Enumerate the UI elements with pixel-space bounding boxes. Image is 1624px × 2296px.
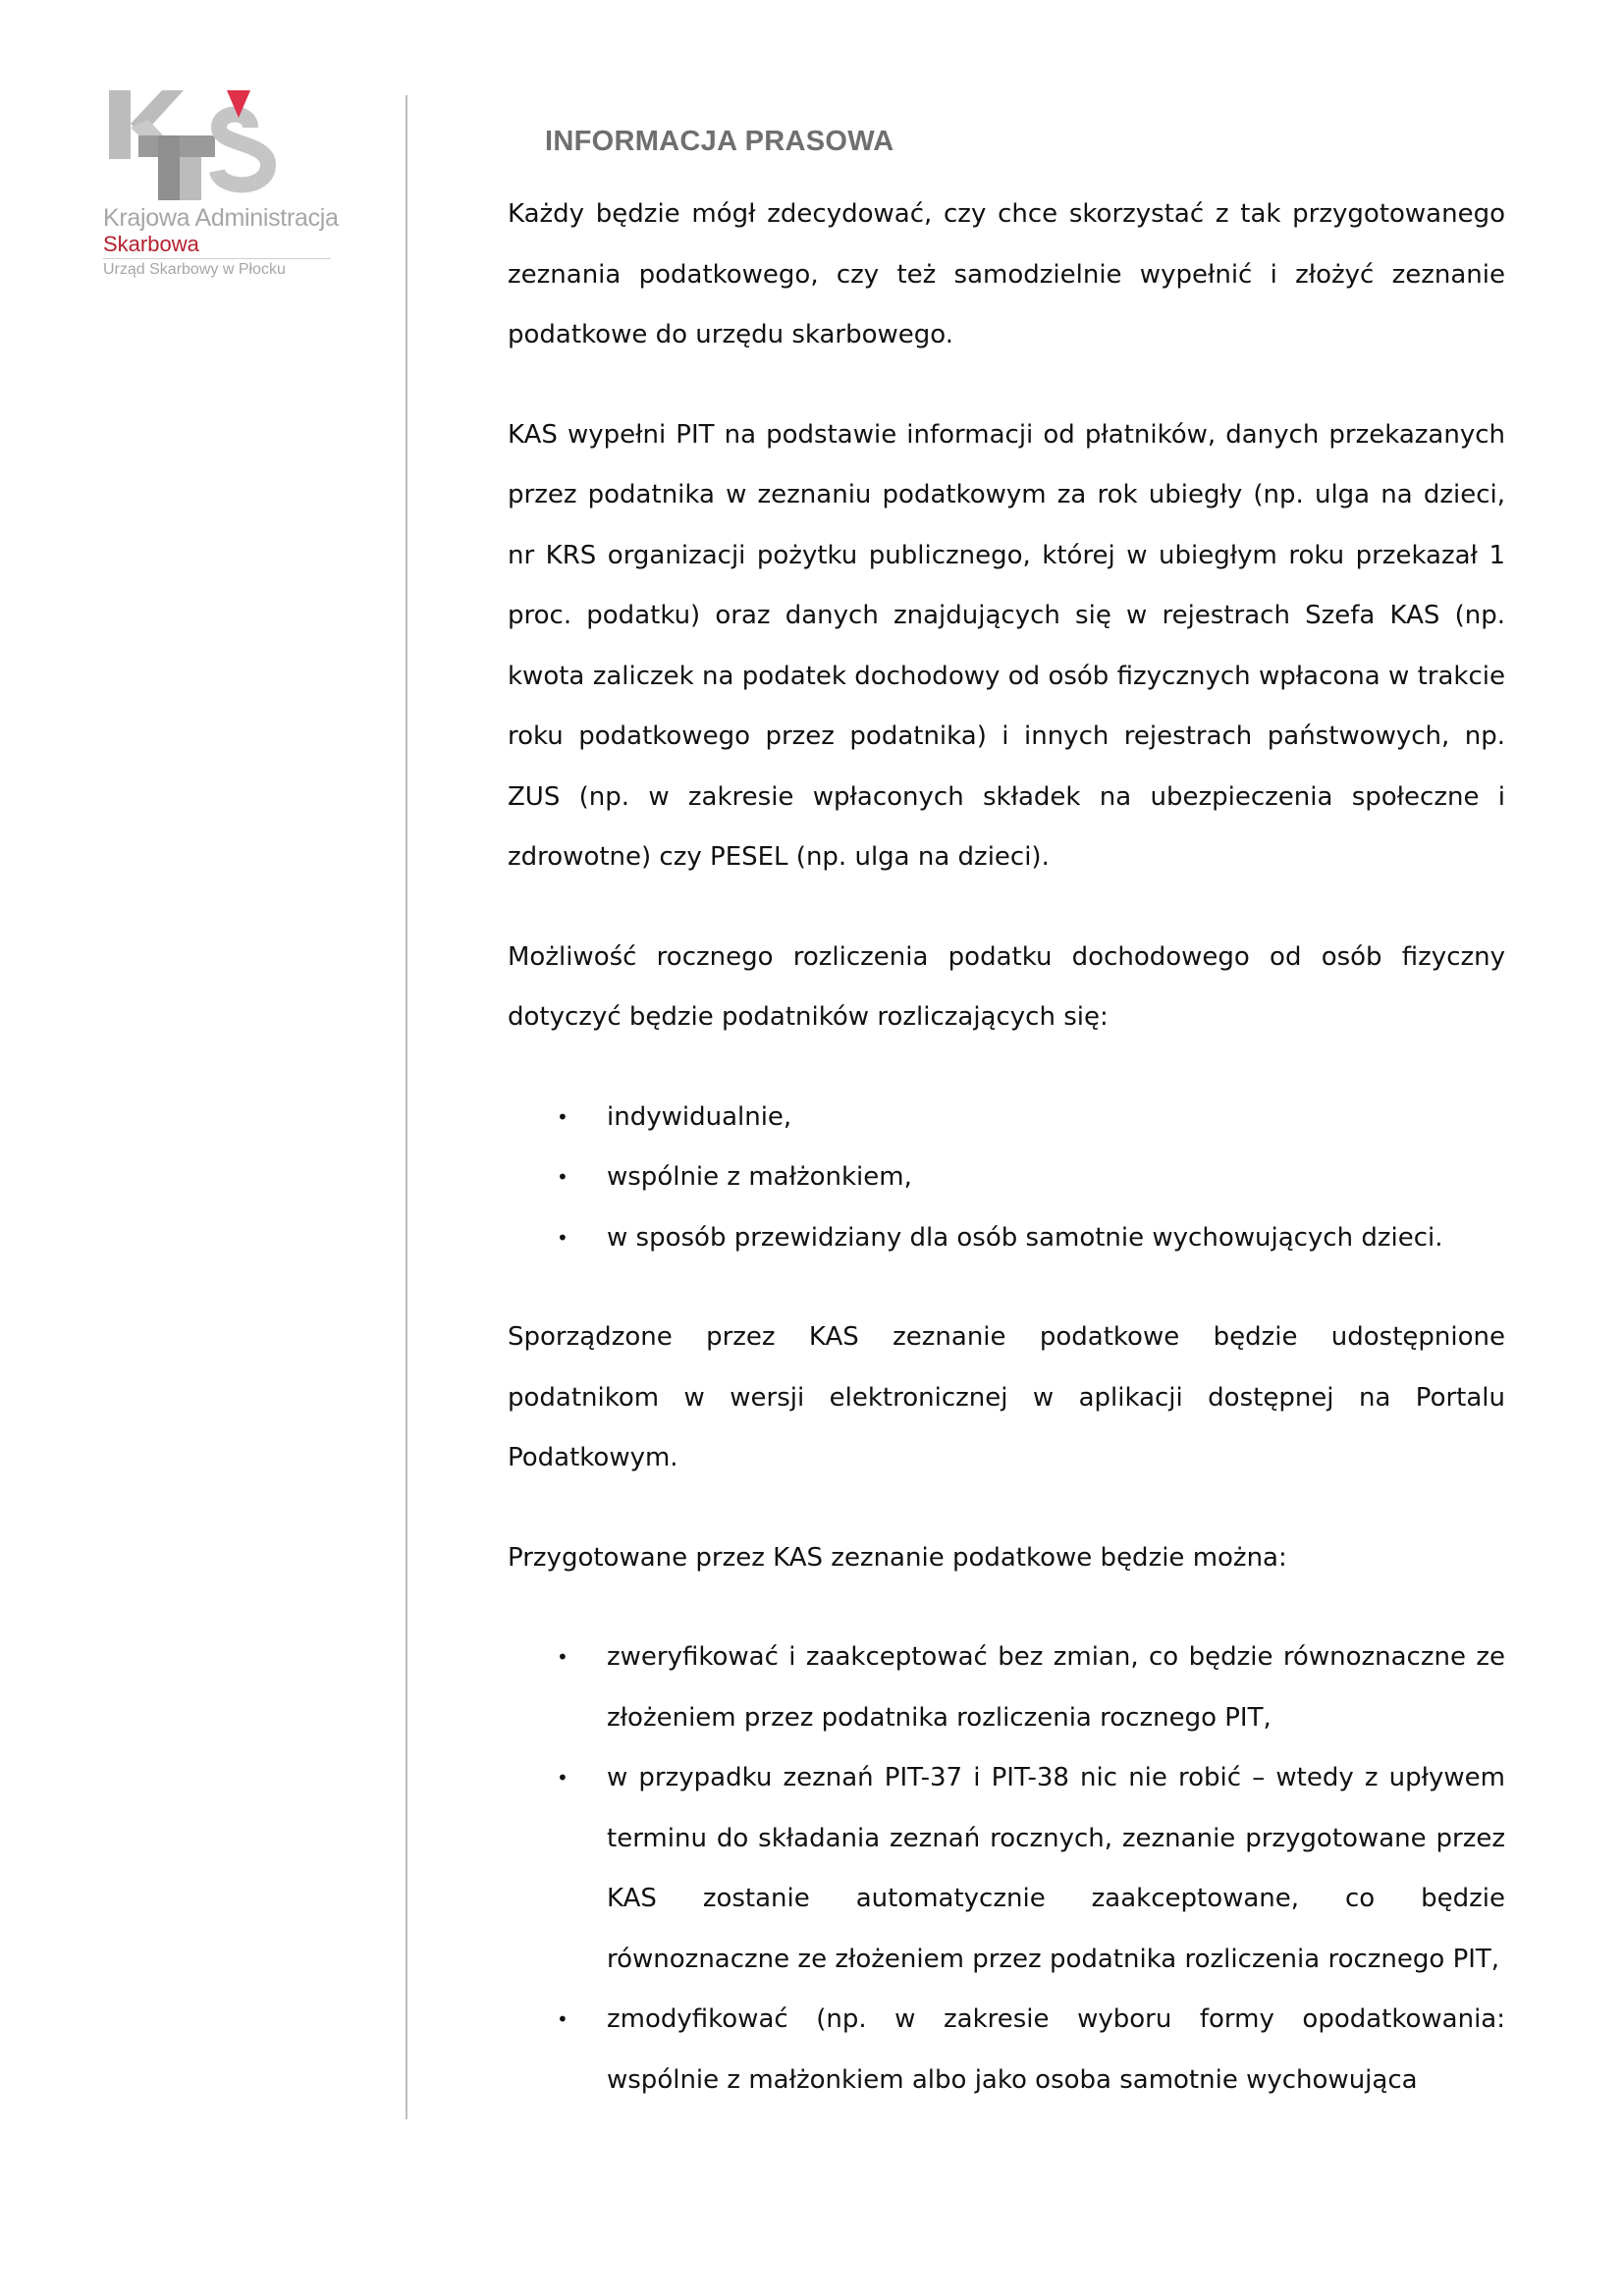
logo-text-office: Urząd Skarbowy w Płocku — [103, 261, 286, 278]
bullet-icon: • — [557, 1104, 568, 1129]
logo-text-krajowa-administracja: Krajowa Administracja — [103, 204, 339, 232]
bullet-icon: • — [557, 1225, 568, 1250]
logo-divider — [103, 258, 331, 259]
list-item-text: w przypadku zeznań PIT-37 i PIT-38 nic nie robić – wtedy z upływem terminu do składania zeznań rocznych, zeznanie przygotowane przez KAS zostanie automatycznie zaakceptowane, co będzie równoznaczne ze złożeniem przez podatnika rozliczenia rocznego PIT, — [607, 1763, 1505, 1974]
list-item-text: w sposób przewidziany dla osób samotnie wychowujących dzieci. — [607, 1222, 1443, 1253]
paragraph-2: KAS wypełni PIT na podstawie informacji od płatników, danych przekazanych przez podatnika w zeznaniu podatkowym za rok ubiegły (np. ulga na dzieci, nr KRS organizacji pożytku publicznego, której w ubiegłym roku przekazał 1 proc. podatku) oraz danych znajdujących się w rejestrach Szefa KAS (np. kwota zaliczek na podatek dochodowy od osób fizycznych wpłacona w trakcie roku podatkowego przez podatnika) i innych rejestrach państwowych, np. ZUS (np. w zakresie wpłaconych składek na ubezpieczenia społeczne i zdrowotne) czy PESEL (np. ulga na dzieci). — [508, 419, 1505, 872]
declaration-options-list — [508, 1628, 1505, 2110]
list-item-text: wspólnie z małżonkiem, — [607, 1162, 912, 1192]
bullet-icon: • — [557, 1766, 568, 1789]
vertical-divider — [406, 95, 407, 2119]
list-item — [508, 1088, 1505, 1148]
list-item — [508, 1990, 1505, 2110]
document-header-title: INFORMACJA PRASOWA — [545, 126, 894, 157]
list-item-text: zweryfikować i zaakceptować bez zmian, co będzie równoznaczne ze złożeniem przez podatnika rozliczenia rocznego PIT, — [607, 1642, 1505, 1733]
bullet-icon: • — [557, 1645, 568, 1669]
kas-emblem-icon — [103, 88, 280, 201]
list-item — [508, 1748, 1505, 1990]
kas-logo — [103, 88, 344, 285]
bullet-icon: • — [557, 2007, 568, 2031]
document-body — [508, 185, 1505, 2150]
list-item-text: indywidualnie, — [607, 1101, 792, 1132]
paragraph-5: Przygotowane przez KAS zeznanie podatkowe będzie można: — [508, 1542, 1287, 1573]
paragraph-3: Możliwość rocznego rozliczenia podatku dochodowego od osób fizyczny dotyczyć będzie podatników rozliczających się: — [508, 941, 1505, 1032]
settlement-types-list — [508, 1088, 1505, 1269]
logo-text-skarbowa: Skarbowa — [103, 232, 199, 256]
list-item — [508, 1208, 1505, 1269]
paragraph-1: Każdy będzie mógł zdecydować, czy chce skorzystać z tak przygotowanego zeznania podatkowego, czy też samodzielnie wypełnić i złożyć zeznanie podatkowe do urzędu skarbowego. — [508, 199, 1505, 349]
list-item — [508, 1628, 1505, 1748]
bullet-icon: • — [557, 1165, 568, 1189]
list-item — [508, 1148, 1505, 1208]
list-item-text: zmodyfikować (np. w zakresie wyboru formy opodatkowania: wspólnie z małżonkiem albo jako osoba samotnie wychowująca — [607, 2004, 1505, 2095]
paragraph-4: Sporządzone przez KAS zeznanie podatkowe będzie udostępnione podatnikom w wersji elektronicznej w aplikacji dostępnej na Portalu Podatkowym. — [508, 1322, 1505, 1472]
